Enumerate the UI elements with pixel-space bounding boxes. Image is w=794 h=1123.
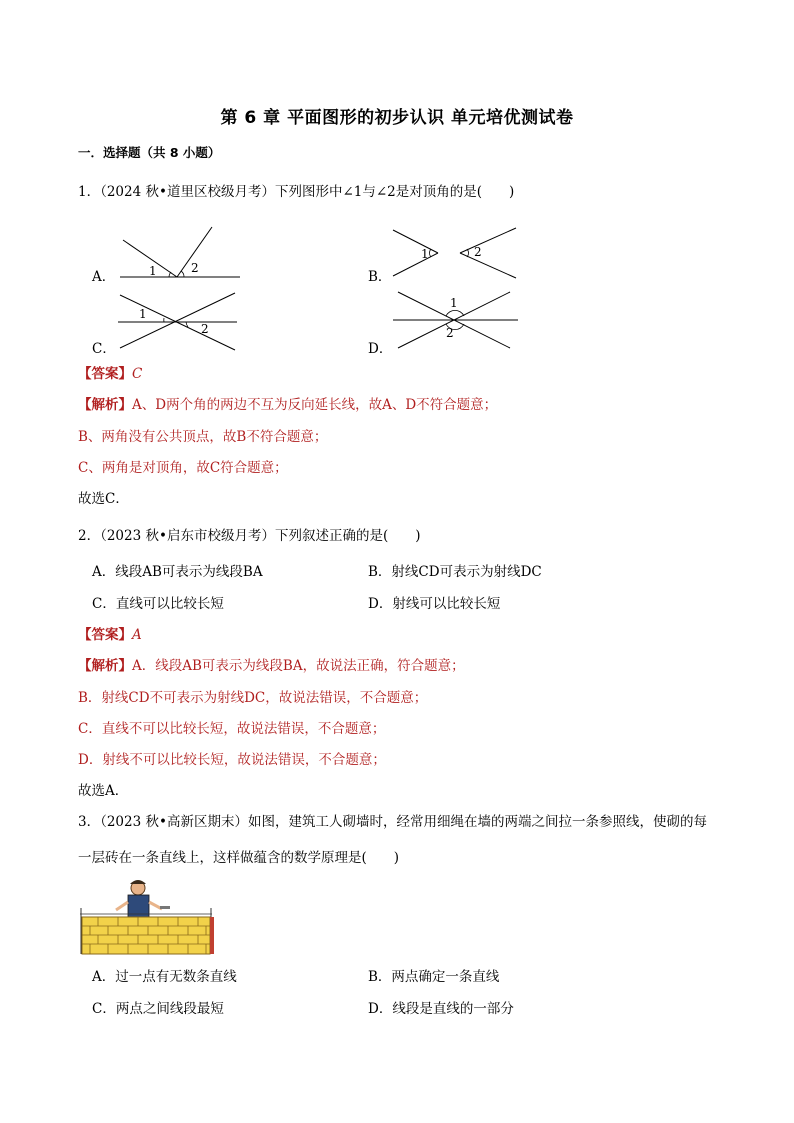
q1-analysis-line-3: C、两角是对顶角，故C符合题意；	[78, 460, 288, 476]
q1-conclusion: 故选C．	[78, 491, 129, 507]
q1-figure-a	[115, 225, 245, 285]
analysis-tag: 【解析】	[78, 658, 132, 674]
q2-option-c[interactable]: C．直线可以比较长短	[92, 596, 224, 612]
q1-option-c[interactable]: C．	[92, 341, 116, 357]
q1c-label-2: 2	[201, 322, 209, 336]
q3-option-a[interactable]: A．过一点有无数条直线	[92, 969, 237, 985]
q1-figure-c	[115, 290, 240, 355]
answer-tag: 【答案】	[78, 366, 132, 382]
q2-analysis-line-4: D．射线不可以比较长短，故说法错误，不合题意；	[78, 752, 386, 768]
q2-option-d[interactable]: D．射线可以比较长短	[368, 596, 501, 612]
q1-analysis-line-1	[78, 393, 497, 413]
brick-wall-icon	[82, 917, 210, 954]
q1b-label-2: 2	[474, 245, 482, 259]
q2-analysis-line-1	[78, 654, 465, 674]
q1-option-a[interactable]: A．	[92, 269, 116, 285]
q3-option-d[interactable]: D．线段是直线的一部分	[368, 1001, 514, 1017]
answer-value: C	[132, 366, 143, 382]
q2-analysis-line-3: C．直线不可以比较长短，故说法错误，不合题意；	[78, 721, 386, 737]
q1-figure-b	[388, 222, 523, 280]
q2-analysis-line-2: B．射线CD不可表示为射线DC，故说法错误，不合题意；	[78, 690, 428, 706]
analysis-text: A、D两个角的两边不互为反向延长线，故A、D不符合题意；	[132, 397, 498, 413]
q1b-label-1: 1	[421, 247, 429, 261]
q1d-label-2: 2	[446, 326, 454, 340]
q3-bricklayer-figure	[78, 876, 214, 956]
question-3-stem-line-1: 3．（2023 秋•高新区期末）如图，建筑工人砌墙时，经常用细绳在墙的两端之间拉一条参照线，使砌的每	[78, 814, 707, 830]
q1a-label-1: 1	[149, 264, 157, 278]
page-title: 第 6 章 平面图形的初步认识 单元培优测试卷	[220, 108, 574, 128]
question-2-stem: 2．（2023 秋•启东市校级月考）下列叙述正确的是( )	[78, 528, 421, 544]
q1-option-b[interactable]: B．	[368, 269, 392, 285]
answer-tag: 【答案】	[78, 627, 132, 643]
q1-analysis-line-2: B、两角没有公共顶点，故B不符合题意；	[78, 429, 328, 445]
q2-answer	[78, 623, 142, 643]
question-3-stem-line-2: 一层砖在一条直线上，这样做蕴含的数学原理是( )	[78, 850, 400, 866]
q1c-label-1: 1	[139, 307, 147, 321]
section-heading: 一．选择题（共 8 小题）	[78, 145, 221, 160]
q3-option-b[interactable]: B．两点确定一条直线	[368, 969, 500, 985]
q2-option-a[interactable]: A．线段AB可表示为线段BA	[92, 564, 263, 580]
q1-option-d[interactable]: D．	[368, 341, 393, 357]
q1a-label-2: 2	[191, 261, 199, 275]
answer-value: A	[132, 627, 142, 643]
q1-answer	[78, 362, 142, 382]
analysis-text: A．线段AB可表示为线段BA，故说法正确，符合题意；	[132, 658, 465, 674]
analysis-tag: 【解析】	[78, 397, 132, 413]
q2-conclusion: 故选A．	[78, 783, 129, 799]
q2-option-b[interactable]: B．射线CD可表示为射线DC	[368, 564, 542, 580]
q1d-label-1: 1	[450, 296, 458, 310]
question-1-stem: 1．（2024 秋•道里区校级月考）下列图形中∠1与∠2是对顶角的是( )	[78, 184, 515, 200]
q3-option-c[interactable]: C．两点之间线段最短	[92, 1001, 224, 1017]
q1-figure-d	[390, 290, 522, 352]
